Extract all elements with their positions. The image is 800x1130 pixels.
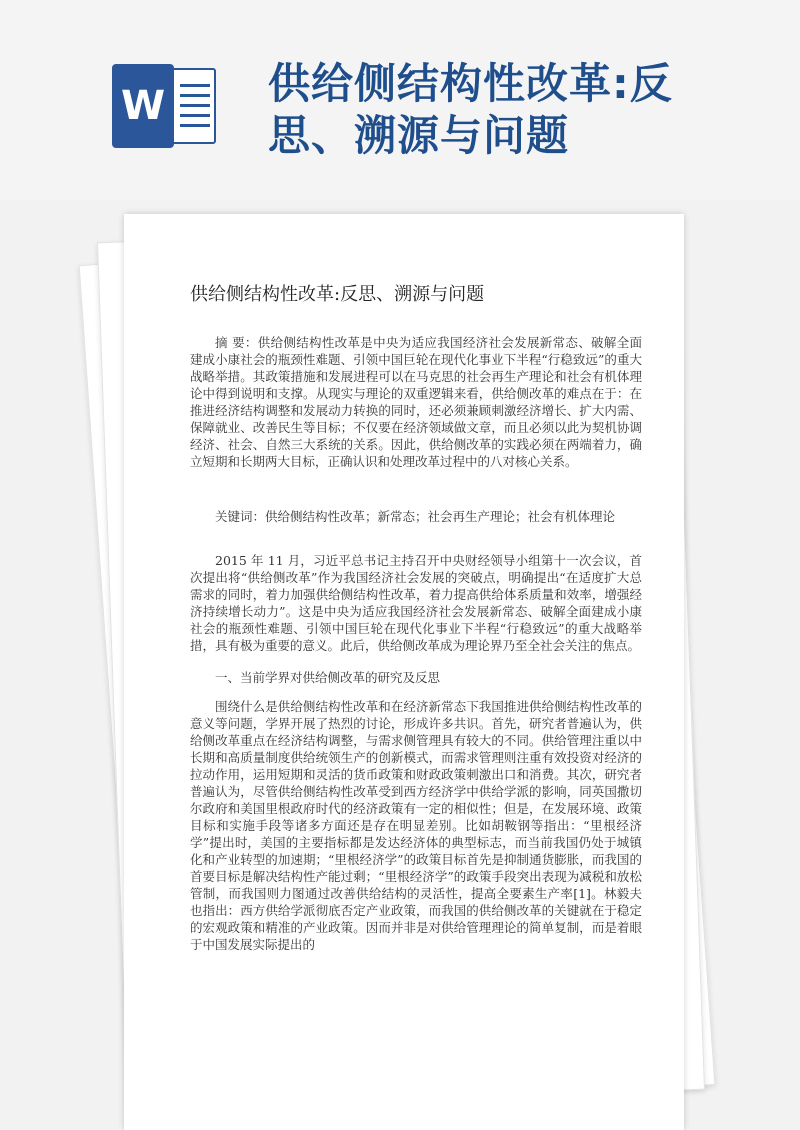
keywords-line: 关键词：供给侧结构性改革；新常态；社会再生产理论；社会有机体理论 [215,509,616,524]
body-paragraph-1: 2015 年 11 月，习近平总书记主持召开中央财经领导小组第十一次会议，首次提出将“供给侧改革”作为我国经济社会发展的突破点，明确提出“在适度扩大总需求的同时，着力加强供给侧结构性改革，着力提高供给体系质量和效率，增强经济持续增长动力”。这是中央为适应我国经济社会发展新常态、破解全面建成小康社会的瓶颈性难题、引领中国巨轮在现代化事业下半程“行稳致远”的重大战略举措，具有极为重要的意义。此后，供给侧改革成为理论界乃至全社会关注的焦点。 [190,553,642,653]
document-page [124,214,684,1130]
page-header [0,0,800,200]
body-paragraph-2: 围绕什么是供给侧结构性改革和在经济新常态下我国推进供给侧结构性改革的意义等问题，学界开展了热烈的讨论，形成许多共识。首先，研究者普遍认为，供给侧改革重点在经济结构调整，与需求侧管理具有较大的不同。供给管理注重以中长期和高质量制度供给统领生产的创新模式，而需求管理则注重有效投资对经济的拉动作用，运用短期和灵活的货币政策和财政政策刺激出口和消费。其次，研究者普遍认为，尽管供给侧结构性改革受到西方经济学中供给学派的影响，同英国撒切尔政府和美国里根政府时代的经济政策有一定的相似性；但是，在发展环境、政策目标和实施手段等诸多方面还是存在明显差别。比如胡鞍钢等指出：“里根经济学”提出时，美国的主要指标都是发达经济体的典型标志，而当前我国仍处于城镇化和产业转型的加速期；“里根经济学”的政策目标首先是抑制通货膨胀，而我国的首要目标是解决结构性产能过剩；“里根经济学”的政策手段突出表现为减税和放松管制，而我国则力图通过改善供给结构的灵活性，提高全要素生产率[1]。林毅夫也指出：西方供给学派彻底否定产业政策，而我国的供给侧改革的关键就在于稳定的宏观政策和精准的产业政策。因而并非是对供给管理理论的简单复制，而是着眼于中国发展实际提出的 [190,699,642,952]
word-logo-letter: W [112,64,174,148]
abstract-paragraph: 摘 要：供给侧结构性改革是中央为适应我国经济社会发展新常态、破解全面建成小康社会的瓶颈性难题、引领中国巨轮在现代化事业下半程“行稳致远”的重大战略举措。其政策措施和发展进程可以在马克思的社会再生产理论和社会有机体理论中得到说明和支撑。从现实与理论的双重逻辑来看，供给侧改革的难点在于：在推进经济结构调整和发展动力转换的同时，还必须兼顾刺激经济增长、扩大内需、保障就业、改善民生等目标；不仅要在经济领域做文章，而且必须以此为契机协调经济、社会、自然三大系统的关系。因此，供给侧改革的实践必须在两端着力，确立短期和长期两大目标，正确认识和处理改革过程中的八对核心关系。 [190,335,642,469]
header-title: 供给侧结构性改革:反思、溯源与问题 [268,59,673,160]
document-title: 供给侧结构性改革:反思、溯源与问题 [190,284,485,305]
section-heading: 一、当前学界对供给侧改革的研究及反思 [215,670,441,685]
word-document-icon [112,64,216,148]
